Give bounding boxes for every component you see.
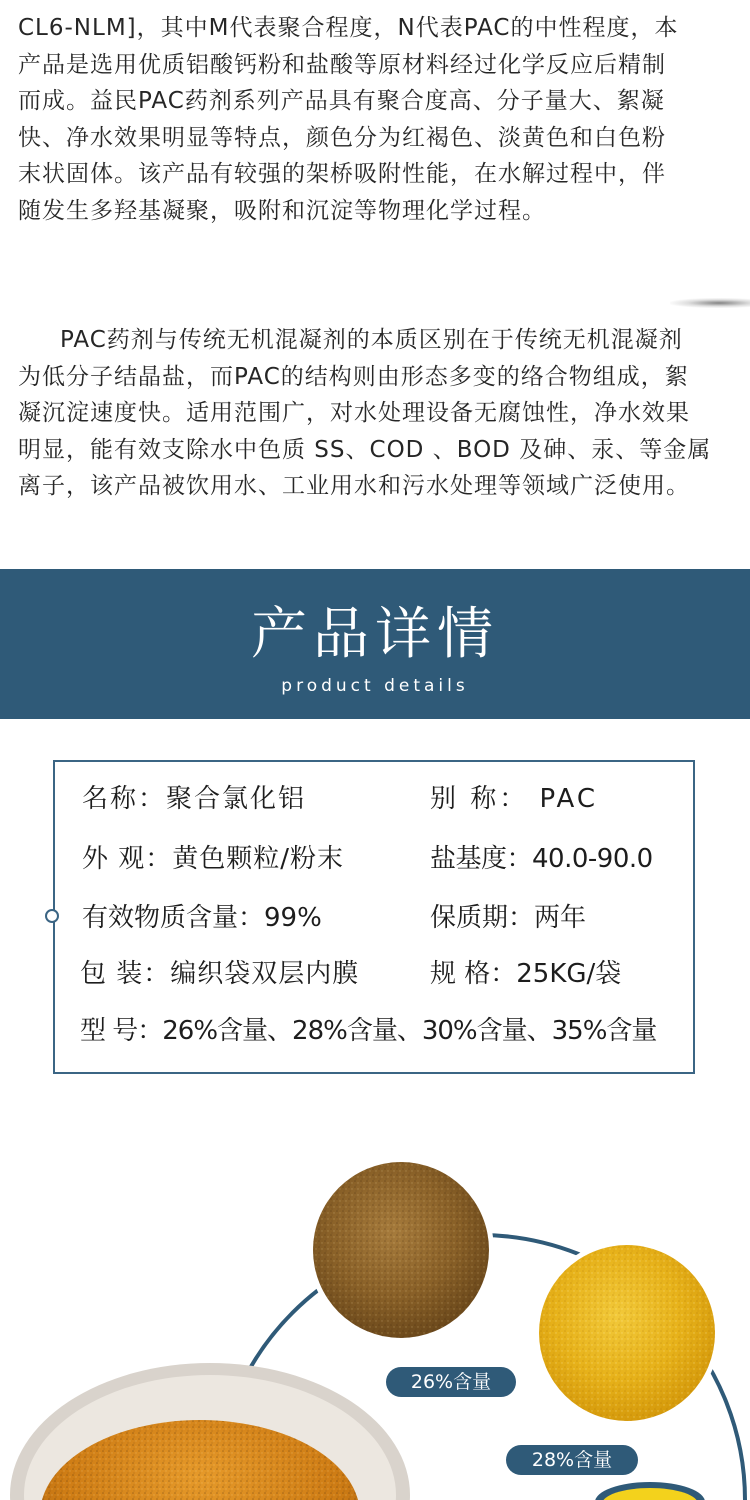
sample-26-image [308,1157,494,1343]
spec-appearance: 外 观：黄色颗粒/粉末 [82,844,345,874]
spec-packaging: 包 装：编织袋双层内膜 [80,959,360,989]
spec-size: 规 格：25KG/袋 [430,959,622,989]
intro-paragraph-2 [18,322,738,505]
intro-line: 产品是选用优质铝酸钙粉和盐酸等原材料经过化学反应后精制 [18,51,666,78]
intro-line: 而成。益民PAC药剂系列产品具有聚合度高、分子量大、絮凝 [18,88,665,114]
spec-shelf-life: 保质期：两年 [430,903,587,933]
samples-illustration [0,1090,750,1500]
label-28-percent: 28%含量 [506,1445,638,1475]
sample-28-image [534,1240,720,1426]
spec-model: 型 号：26%含量、28%含量、30%含量、35%含量 [80,1016,657,1046]
intro-line: 快、净水效果明显等特点，颜色分为红褐色、淡黄色和白色粉 [18,124,666,151]
sample-plate-large [10,1363,410,1500]
intro-line: 离子，该产品被饮用水、工业用水和污水处理等领域广泛使用。 [18,473,690,499]
intro-line: 末状固体。该产品有较强的架桥吸附性能，在水解过程中，伴 [18,161,666,187]
sample-30-image-partial [595,1482,705,1500]
spec-name: 名称：聚合氯化铝 [82,784,307,814]
intro-line: 为低分子结晶盐，而PAC的结构则由形态多变的络合物组成，絮 [18,363,689,390]
spec-content: 有效物质含量：99% [82,903,322,933]
decorative-divider [670,298,750,308]
intro-line: 明显，能有效支除水中色质 SS、COD 、BOD 及砷、汞、等金属 [18,436,712,463]
intro-line: 随发生多羟基凝聚，吸附和沉淀等物理化学过程。 [18,197,546,224]
intro-line: 凝沉淀速度快。适用范围广，对水处理设备无腐蚀性，净水效果 [18,400,690,426]
spec-box-dot [45,909,59,923]
spec-basicity: 盐基度：40.0-90.0 [430,844,653,874]
spec-alias: 别 称： PAC [430,784,599,814]
banner-title: 产品详情 [251,602,499,667]
label-26-percent: 26%含量 [386,1367,516,1397]
banner-subtitle: product details [281,676,469,696]
intro-text [18,10,738,499]
intro-line: PAC药剂与传统无机混凝剂的本质区别在于传统无机混凝剂 [60,327,683,353]
intro-paragraph-1 [18,10,738,229]
intro-line: CL6-NLM]，其中M代表聚合程度，N代表PAC的中性程度，本 [18,15,679,41]
